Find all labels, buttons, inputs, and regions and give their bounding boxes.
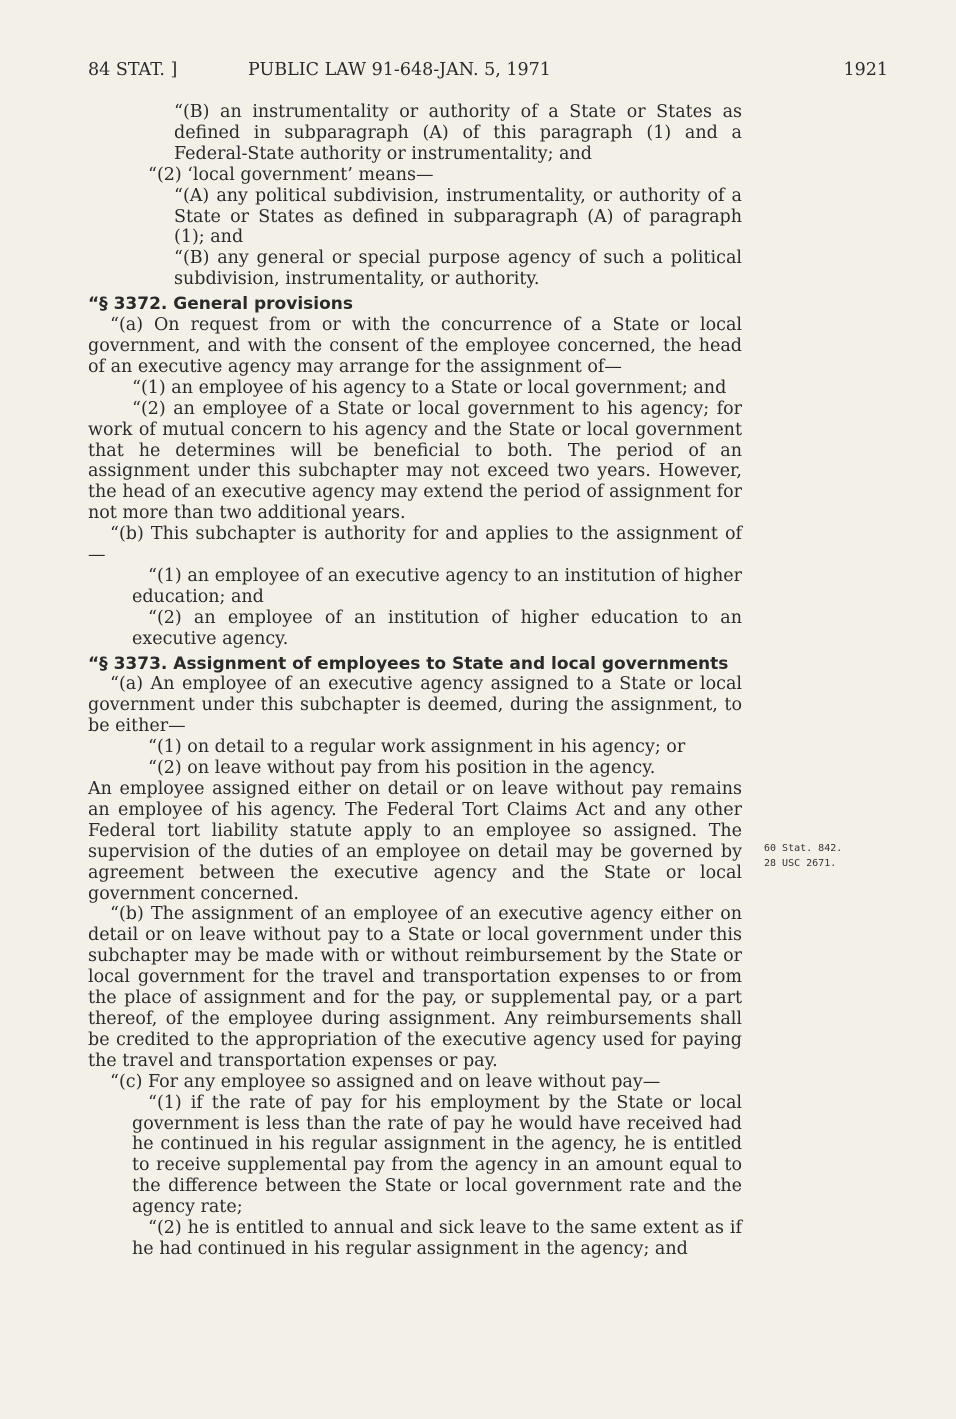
document-body [88, 102, 742, 1260]
paragraph: “(1) on detail to a regular work assignment in his agency; or [148, 737, 686, 758]
paragraph: An employee assigned either on detail or on leave without pay remains an employee of his agency. The Federal Tort Claims Act and any other Federal tort liability statute apply to an employee so assigned. The supervision of the duties of an employee on detail may be governed by agreement between the executive agency and the State or local government concerned. [88, 779, 742, 904]
paragraph: “(1) if the rate of pay for his employment by the State or local government is less than the rate of pay he would have received had he continued in his regular assignment in the agency, he is entitled to receive supplemental pay from the agency in an amount equal to the difference between the State or local government rate and the agency rate; [132, 1092, 742, 1218]
paragraph: “(c) For any employee so assigned and on leave without pay— [110, 1071, 661, 1092]
paragraph: “(1) an employee of an executive agency to an institution of higher education; and [132, 565, 742, 607]
paragraph: “(a) An employee of an executive agency assigned to a State or local government under this subchapter is deemed, during the assignment, to be either— [88, 674, 742, 737]
section-heading: “§ 3373. Assignment of employees to State and local governments [88, 653, 729, 674]
paragraph: “(2) an employee of a State or local government to his agency; for work of mutual concern to his agency and the State or local government that he determines will be beneficial to both. The period of an assignment under this subchapter may not exceed two years. However, the head of an executive agency may extend the period of assignment for not more than two additional years. [88, 398, 742, 524]
paragraph: “(2) he is entitled to annual and sick leave to the same extent as if he had continued in his regular assignment in the agency; and [132, 1218, 742, 1259]
paragraph: “(2) an employee of an institution of higher education to an executive agency. [132, 607, 742, 649]
paragraph: “(1) an employee of his agency to a State or local government; and [132, 377, 727, 398]
paragraph: “(B) any general or special purpose agency of such a political subdivision, instrumentality, or authority. [174, 248, 742, 290]
paragraph: “(a) On request from or with the concurrence of a State or local government, and with the consent of the employee concerned, the head of an executive agency may arrange for the assignment of— [88, 315, 742, 377]
law-title: PUBLIC LAW 91-648-JAN. 5, 1971 [248, 60, 551, 80]
paragraph: “(B) an instrumentality or authority of a State or States as defined in subparagraph (A) of this paragraph (1) and a Federal-State authority or instrumentality; and [174, 102, 742, 164]
margin-note-citation: 28 USC 2671. [764, 858, 837, 869]
paragraph: “(2) ‘local government’ means— [148, 164, 434, 185]
paragraph: “(A) any political subdivision, instrumentality, or authority of a State or States as defined in subparagraph (A) of paragraph (1); and [174, 185, 742, 248]
statute-volume: 84 STAT. ] [88, 60, 178, 80]
paragraph: “(b) The assignment of an employee of an executive agency either on detail or on leave without pay to a State or local government under this subchapter may be made with or without reimbursement by the State or local government for the travel and transportation expenses to or from the place of assignment and for the pay, or supplemental pay, or a part thereof, of the employee during assignment. Any reimbursements shall be credited to the appropriation of the executive agency used for paying the travel and transportation expenses or pay. [88, 904, 742, 1071]
page-number: 1921 [843, 60, 888, 80]
margin-note-citation: 60 Stat. 842. [764, 843, 843, 854]
paragraph: “(b) This subchapter is authority for and applies to the assignment of— [88, 524, 742, 566]
section-heading: “§ 3372. General provisions [88, 294, 353, 315]
page-header [88, 56, 888, 84]
paragraph: “(2) on leave without pay from his position in the agency. [148, 758, 656, 779]
